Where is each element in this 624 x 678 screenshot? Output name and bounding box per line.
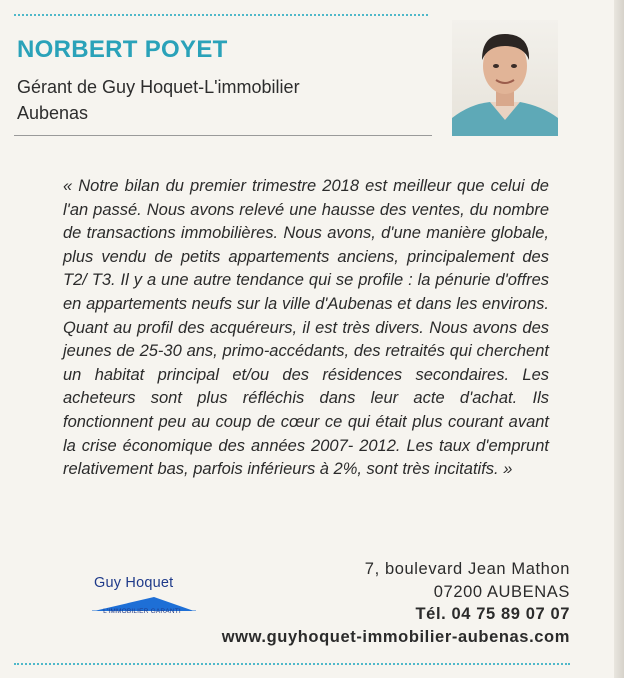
person-name: NORBERT POYET [17, 36, 228, 63]
address-city: 07200 AUBENAS [433, 582, 570, 601]
website-link[interactable]: www.guyhoquet-immobilier-aubenas.com [221, 627, 570, 646]
person-role [17, 74, 300, 126]
logo-brand: Guy Hoquet [94, 575, 174, 591]
portrait-photo [452, 20, 558, 136]
guy-hoquet-logo [90, 571, 198, 621]
role-title: Gérant de Guy Hoquet-L'immobilier [17, 77, 300, 97]
interview-quote: « Notre bilan du premier trimestre 2018 est meilleur que celui de l'an passé. Nous avons relevé une hausse des ventes, du nombre de transactions immobilières. Nous avons, d'une manière globale, plus vendu de petits appartements anciens, principalement des T2/ T3. Il y a une autre tendance qui se profile : la pénurie d'offres en appartements neufs sur la ville d'Aubenas et dans les environs. Quant au profil des acquéreurs, il est très divers. Nous avons des jeunes de 25-30 ans, primo-accédants, des retraités qui cherchent un habitat principal et/ou des résidences secondaires. Les acheteurs sont plus réfléchis dans leur acte d'achat. Ils fonctionnent peu au coup de cœur ce qui était plus courant avant la crise économique des années 2007- 2012. Les taux d'emprunt relativement bas, parfois inférieurs à 2%, sont très incitatifs. » [63, 177, 549, 479]
bottom-dotted-rule [14, 663, 570, 665]
logo-tagline: L'IMMOBILIER GARANTI [103, 608, 181, 615]
phone-number[interactable]: Tél. 04 75 89 07 07 [415, 605, 570, 623]
header-divider [14, 135, 432, 136]
page-edge [614, 0, 624, 678]
role-city: Aubenas [17, 103, 89, 123]
address-street: 7, boulevard Jean Mathon [364, 560, 570, 578]
top-dotted-rule [14, 14, 428, 16]
agency-address [222, 558, 570, 648]
